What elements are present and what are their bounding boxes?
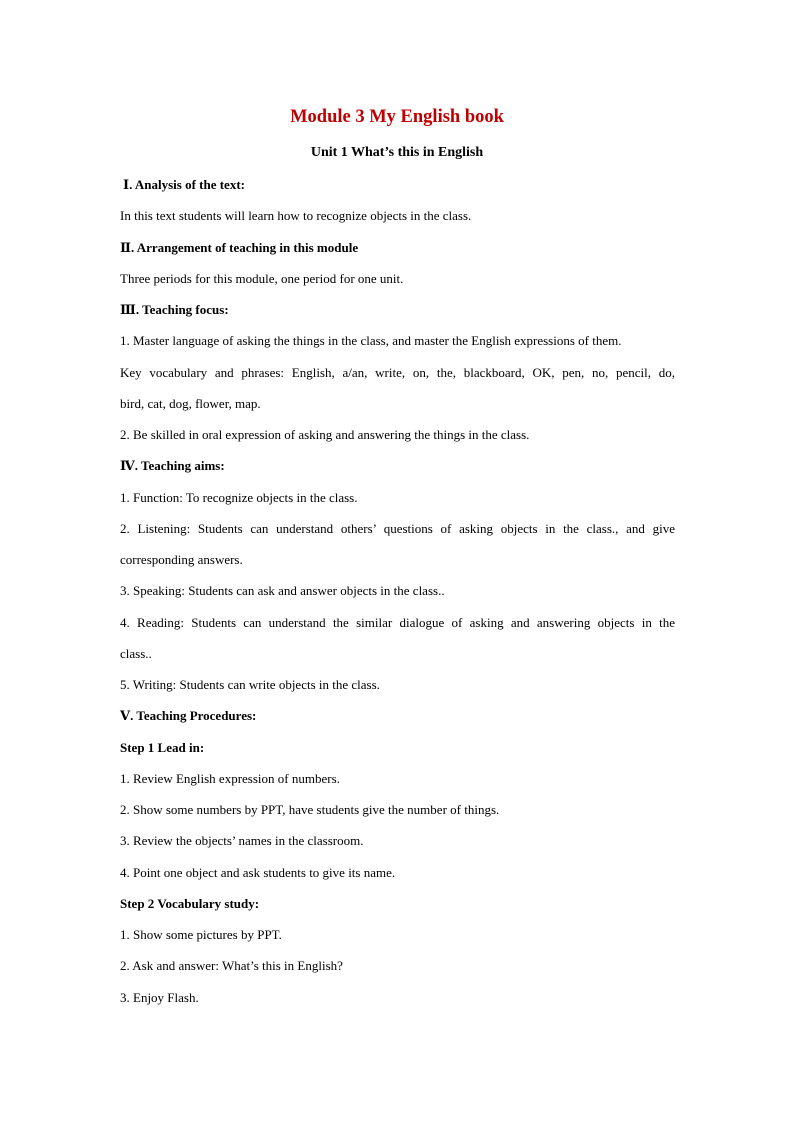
text-line: 5. Writing: Students can write objects in the class. <box>120 677 380 692</box>
text-line: 3. Enjoy Flash. <box>120 989 199 1005</box>
unit-subtitle: Unit 1 What’s this in English <box>310 145 484 160</box>
text-line: 4. Point one object and ask students to give its name. <box>120 864 396 880</box>
text-line: 2. Ask and answer: What’s this in English? <box>120 958 343 974</box>
document-title: Module 3 My English book <box>290 107 504 127</box>
text-line: 3. Speaking: Students can ask and answer objects in the class.. <box>120 583 445 599</box>
text-line: 1. Show some pictures by PPT. <box>120 927 282 942</box>
section-heading: Step 2 Vocabulary study: <box>120 895 260 911</box>
text-line: 1. Function: To recognize objects in the class. <box>120 489 358 505</box>
text-line: 2. Be skilled in oral expression of asking and answering the things in the class. <box>120 427 530 442</box>
section-heading: Ⅱ. Arrangement of teaching in this module <box>120 239 359 255</box>
text-line: Three periods for this module, one period for one unit. <box>120 270 404 286</box>
document-body <box>120 174 675 1018</box>
text-line: 4. Reading: Students can understand the similar dialogue of asking and answering objects in the <box>120 614 675 630</box>
text-line: Key vocabulary and phrases: English, a/an, write, on, the, blackboard, OK, pen, no, pencil, do, <box>120 364 675 380</box>
text-line: corresponding answers. <box>120 552 243 567</box>
text-line: class.. <box>120 645 152 661</box>
section-heading: Step 1 Lead in: <box>120 739 205 755</box>
text-line: bird, cat, dog, flower, map. <box>120 395 261 411</box>
text-line: 2. Show some numbers by PPT, have students give the number of things. <box>120 802 500 817</box>
text-line: 1. Master language of asking the things in the class, and master the English expressions of them. <box>120 333 622 349</box>
section-heading: Ⅰ. Analysis of the text: <box>123 177 245 192</box>
text-line: In this text students will learn how to recognize objects in the class. <box>120 208 472 224</box>
section-heading: Ⅴ. Teaching Procedures: <box>120 708 257 724</box>
text-line: 1. Review English expression of numbers. <box>120 770 340 786</box>
text-line: 3. Review the objects’ names in the classroom. <box>120 833 364 849</box>
section-heading: Ⅳ. Teaching aims: <box>120 458 225 474</box>
text-line: 2. Listening: Students can understand others’ questions of asking objects in the class., and give <box>120 520 675 536</box>
section-heading: Ⅲ. Teaching focus: <box>120 302 229 317</box>
